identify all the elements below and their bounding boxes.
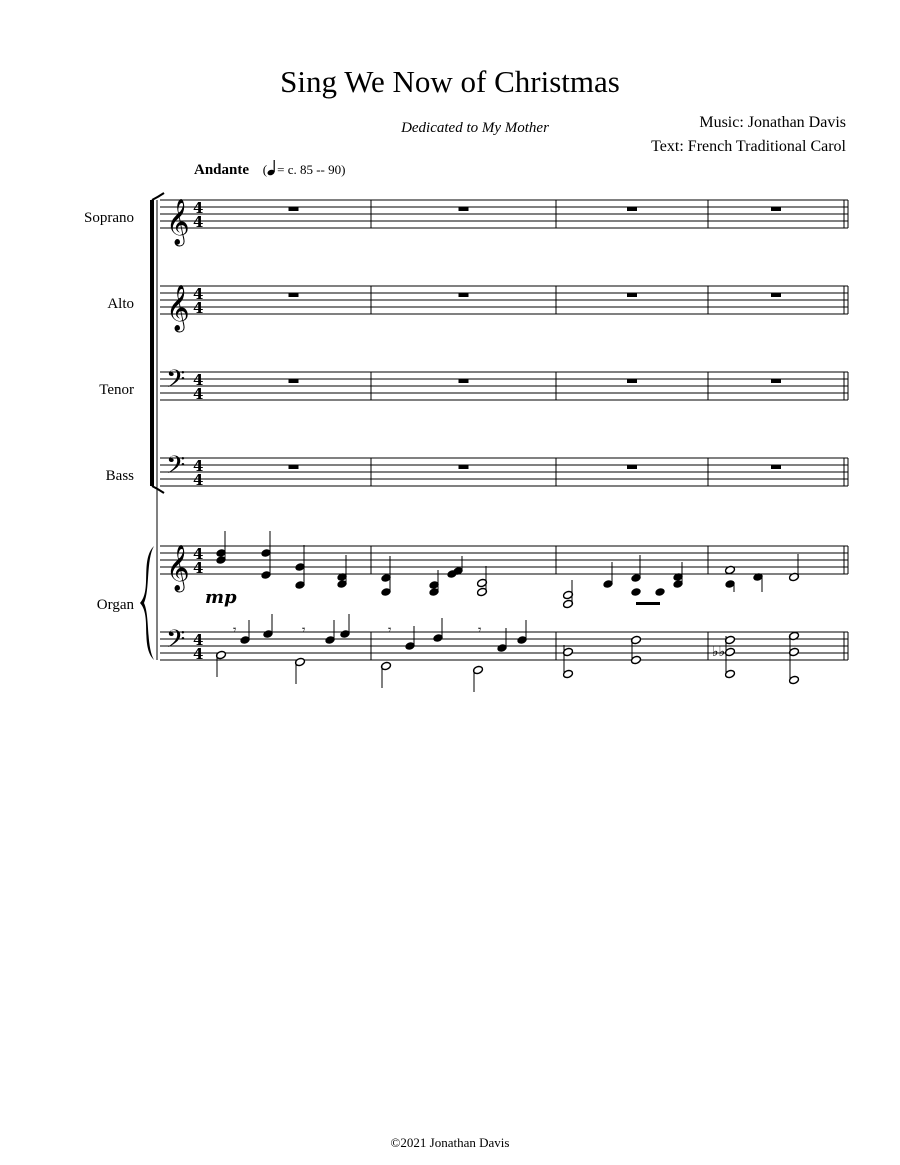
whole-rest bbox=[771, 465, 781, 469]
bass-clef-icon: 𝄢 bbox=[166, 625, 186, 660]
staff-tenor bbox=[160, 365, 848, 403]
flat-icon: ♭♭ bbox=[712, 644, 726, 660]
notehead bbox=[631, 587, 642, 596]
time-signature-unit: 4 bbox=[193, 385, 204, 403]
organ-notes bbox=[205, 531, 799, 692]
staff-soprano bbox=[160, 199, 848, 247]
notehead bbox=[655, 587, 666, 596]
part-label-bass: Bass bbox=[105, 468, 134, 484]
whole-rest bbox=[771, 293, 781, 297]
brackets bbox=[140, 193, 164, 660]
eighth-rest-icon: 𝄾 bbox=[302, 623, 306, 638]
bass-clef-icon: 𝄢 bbox=[166, 365, 186, 400]
time-signature-unit: 4 bbox=[193, 559, 204, 577]
time-signature-unit: 4 bbox=[193, 645, 204, 663]
whole-rest bbox=[289, 207, 299, 211]
time-signature-unit: 4 bbox=[193, 213, 204, 231]
organ-brace bbox=[140, 546, 154, 660]
choir-bracket bbox=[150, 200, 154, 486]
whole-rest bbox=[289, 465, 299, 469]
whole-rest bbox=[771, 379, 781, 383]
bass-clef-icon: 𝄢 bbox=[166, 451, 186, 486]
whole-rest bbox=[459, 465, 469, 469]
eighth-rest-icon: 𝄾 bbox=[233, 623, 237, 638]
metronome-value: = c. 85 -- 90) bbox=[277, 162, 346, 177]
dedication: Dedicated to My Mother bbox=[401, 120, 549, 136]
whole-rest bbox=[627, 379, 637, 383]
tempo-word: Andante bbox=[194, 162, 250, 178]
time-signature-unit: 4 bbox=[193, 471, 204, 489]
whole-rest bbox=[289, 379, 299, 383]
part-label-soprano: Soprano bbox=[84, 210, 134, 226]
choir-bracket-hook bbox=[152, 486, 164, 493]
eighth-rest-icon: 𝄾 bbox=[478, 623, 482, 638]
time-signature-beats: 4 bbox=[193, 199, 204, 217]
time-signature-beats: 4 bbox=[193, 371, 204, 389]
whole-rest bbox=[459, 379, 469, 383]
staff-bass bbox=[160, 451, 848, 489]
treble-clef-icon: 𝄞 bbox=[166, 285, 190, 331]
whole-rest bbox=[627, 465, 637, 469]
staff-organ-left bbox=[160, 625, 848, 663]
composer-credit: Music: Jonathan Davis bbox=[699, 114, 846, 131]
eighth-rest-icon: 𝄾 bbox=[388, 623, 392, 638]
whole-rest bbox=[459, 207, 469, 211]
copyright-footer: ©2021 Jonathan Davis bbox=[390, 1135, 510, 1150]
whole-rest bbox=[289, 293, 299, 297]
part-label-organ: Organ bbox=[96, 597, 134, 613]
time-signature-unit: 4 bbox=[193, 299, 204, 317]
tempo-open-paren: ( bbox=[262, 162, 268, 177]
staves bbox=[160, 199, 848, 663]
beam bbox=[636, 602, 660, 605]
treble-clef-icon: 𝄞 bbox=[166, 199, 190, 245]
part-label-tenor: Tenor bbox=[99, 382, 134, 398]
time-signature-beats: 4 bbox=[193, 631, 204, 649]
choir-bracket-hook bbox=[152, 193, 164, 200]
lyricist-credit: Text: French Traditional Carol bbox=[651, 138, 846, 155]
staff-alto bbox=[160, 285, 848, 333]
time-signature-beats: 4 bbox=[193, 457, 204, 475]
time-signature-beats: 4 bbox=[193, 545, 204, 563]
part-label-alto: Alto bbox=[107, 296, 134, 312]
whole-rest bbox=[771, 207, 781, 211]
treble-clef-icon: 𝄞 bbox=[166, 545, 190, 591]
whole-rest bbox=[459, 293, 469, 297]
score-title: Sing We Now of Christmas bbox=[280, 64, 620, 99]
dynamic-mp: mp bbox=[205, 587, 237, 608]
whole-rest bbox=[627, 293, 637, 297]
time-signature-beats: 4 bbox=[193, 285, 204, 303]
whole-rest bbox=[627, 207, 637, 211]
